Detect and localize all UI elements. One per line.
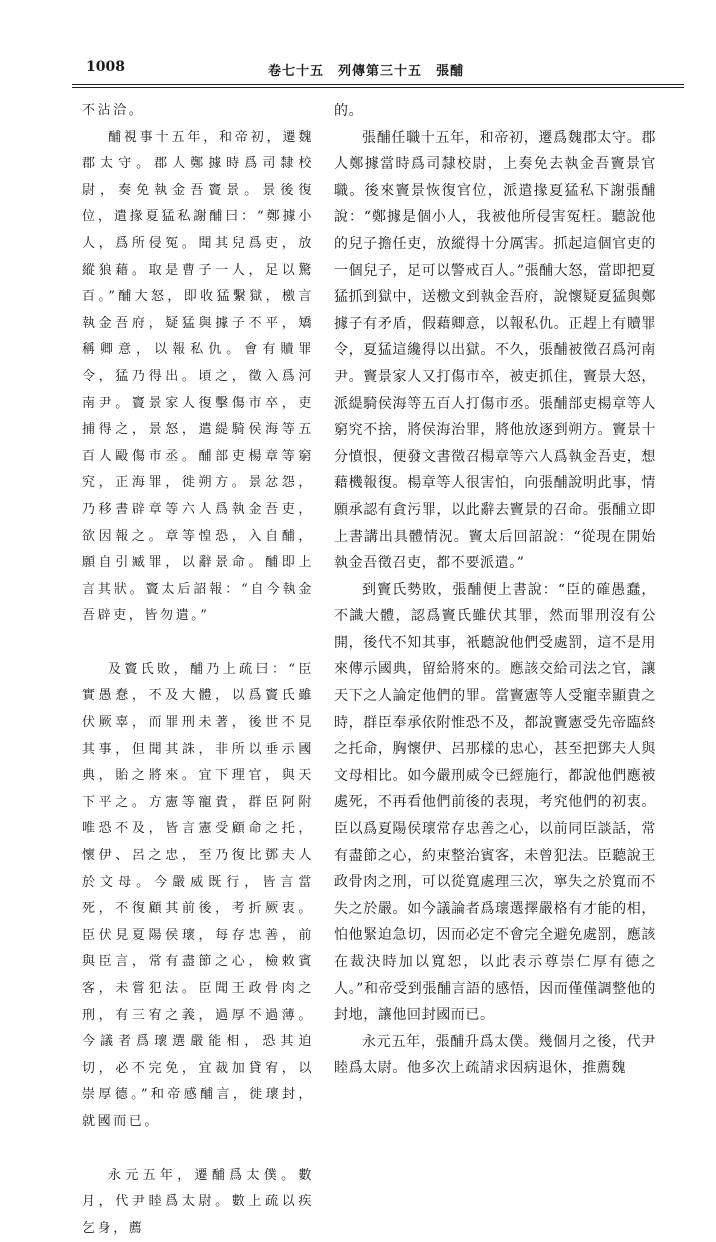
classical-paragraph: 不沾洽。 <box>82 103 145 118</box>
running-head: 卷七十五 列傳第三十五 張酺 <box>268 64 465 79</box>
page-number: 1008 <box>86 59 125 75</box>
header-rule-inner <box>72 87 684 88</box>
modern-paragraph: 張酺任職十五年，和帝初，遷爲魏郡太守。郡人鄭據當時爲司隸校尉，上奏免去執金吾竇景官職。後來竇景恢復官位，派遣掾夏猛私下謝張酺說：“鄭據是個小人，我被他所侵害冤枉。聽說他的兒子擔任吏，放縱得十分厲害。抓起這個官吏的一個兒子，足可以警戒百人。”張酺大怒，當即把夏猛抓到獄中，送檄文到執金吾府，說懷疑夏猛與鄭據子有矛盾，假藉卿意，以報私仇。正趕上有贖罪令，夏猛這纔得以出獄。不久，張酺被徵召爲河南尹。竇景家人又打傷市卒，被吏抓住，竇景大怒，派緹騎侯海等五百人打傷市丞。張酺部吏楊章等人窮究不捨，將侯海治罪，將他放逐到朔方。竇景十分憤恨，便發文書徵召楊章等六人爲執金吾吏，想藉機報復。楊章等人很害怕，向張酺說明此事，情願承認有貪污罪，以此辭去竇景的召命。張酺立即上書講出具體情況。竇太后回詔說：“從現在開始執金吾徵召吏，都不要派遣。” <box>334 129 656 572</box>
classical-paragraph: 永元五年，遷酺爲太僕。數月，代尹睦爲太尉。數上疏以疾乞身，薦 <box>82 1167 314 1236</box>
modern-paragraph: 永元五年，張酺升爲太僕。幾個月之後，代尹睦爲太尉。他多次上疏請求因病退休，推薦魏 <box>334 1033 656 1077</box>
classical-paragraph: 及竇氏敗，酺乃上疏曰：“臣實愚惷，不及大體，以爲竇氏雖伏厥辜，而罪刑未著，後世不見其事，但聞其誅，非所以垂示國典，貽之將來。宜下理官，與天下平之。方憲等寵貴，群臣阿附唯恐不及，皆言憲受顧命之托，懷伊、呂之忠，至乃復比鄧夫人於文母。今嚴威既行，皆言當死，不復顧其前後，考折厥衷。臣伏見夏陽侯瓌，每存忠善，前與臣言，常有盡節之心，檢敕賓客，未嘗犯法。臣聞王政骨肉之刑，有三宥之義，過厚不過薄。今議者爲瓌選嚴能相，恐其迫切，必不完免，宜裁加貸宥，以崇厚德。”和帝感酺言，徙瓌封，就國而已。 <box>82 661 314 1129</box>
classical-paragraph: 酺視事十五年，和帝初，遷魏郡太守。郡人鄭據時爲司隸校尉，奏免執金吾竇景。景後復位，遣掾夏猛私謝酺曰：“鄭據小人，爲所侵冤。聞其兒爲吏，放縱狼藉。取是曹子一人，足以驚百。”酺大怒，即收猛繫獄，檄言執金吾府，疑猛與據子不平，矯稱卿意，以報私仇。會有贖罪令，猛乃得出。頃之，徵入爲河南尹。竇景家人復擊傷市卒，吏捕得之，景怒，遣緹騎侯海等五百人毆傷市丞。酺部吏楊章等窮究，正海罪，徙朔方。景忿怨，乃移書辟章等六人爲執金吾吏，欲因報之。章等惶恐，入自酺，願自引臧罪，以辭景命。酺即上言其狀。竇太后詔報：“自今執金吾辟吏，皆勿遣。” <box>82 129 314 624</box>
modern-translation-column <box>334 98 656 1082</box>
classical-text-column <box>82 98 314 1242</box>
paragraph-gap <box>82 1136 314 1163</box>
paragraph-gap <box>82 630 314 657</box>
modern-paragraph: 到竇氏勢敗，張酺便上書說：“臣的確愚蠢，不識大體，認爲竇氏雖伏其罪，然而罪刑沒有公開，後代不知其事，衹聽說他們受處罰，這不是用來傳示國典，留給將來的。應該交給司法之官，讓天下之人論定他們的罪。當竇憲等人受寵幸顯貴之時，群臣奉承依附惟恐不及，都說竇憲受先帝臨終之托命，胸懷伊、呂那樣的忠心，甚至把鄧夫人與文母相比。如今嚴刑威令已經施行，都說他們應被處死，不再看他們前後的表現，考究他們的初衷。臣以爲夏陽侯瓌常存忠善之心，以前同臣談話，常有盡節之心，約束整治賓客，未曾犯法。臣聽說王政骨肉之刑，可以從寬處理三次，寧失之於寬而不失之於嚴。如今議論者爲瓌選擇嚴格有才能的相，怕他緊迫急切，因而必定不會完全避免處罰，應該在裁決時加以寬恕，以此表示尊崇仁厚有德之人。”和帝受到張酺言語的感悟，因而僅僅調整他的封地，讓他回封國而已。 <box>334 581 656 1024</box>
modern-paragraph: 的。 <box>334 103 364 119</box>
header-rule <box>72 84 684 85</box>
